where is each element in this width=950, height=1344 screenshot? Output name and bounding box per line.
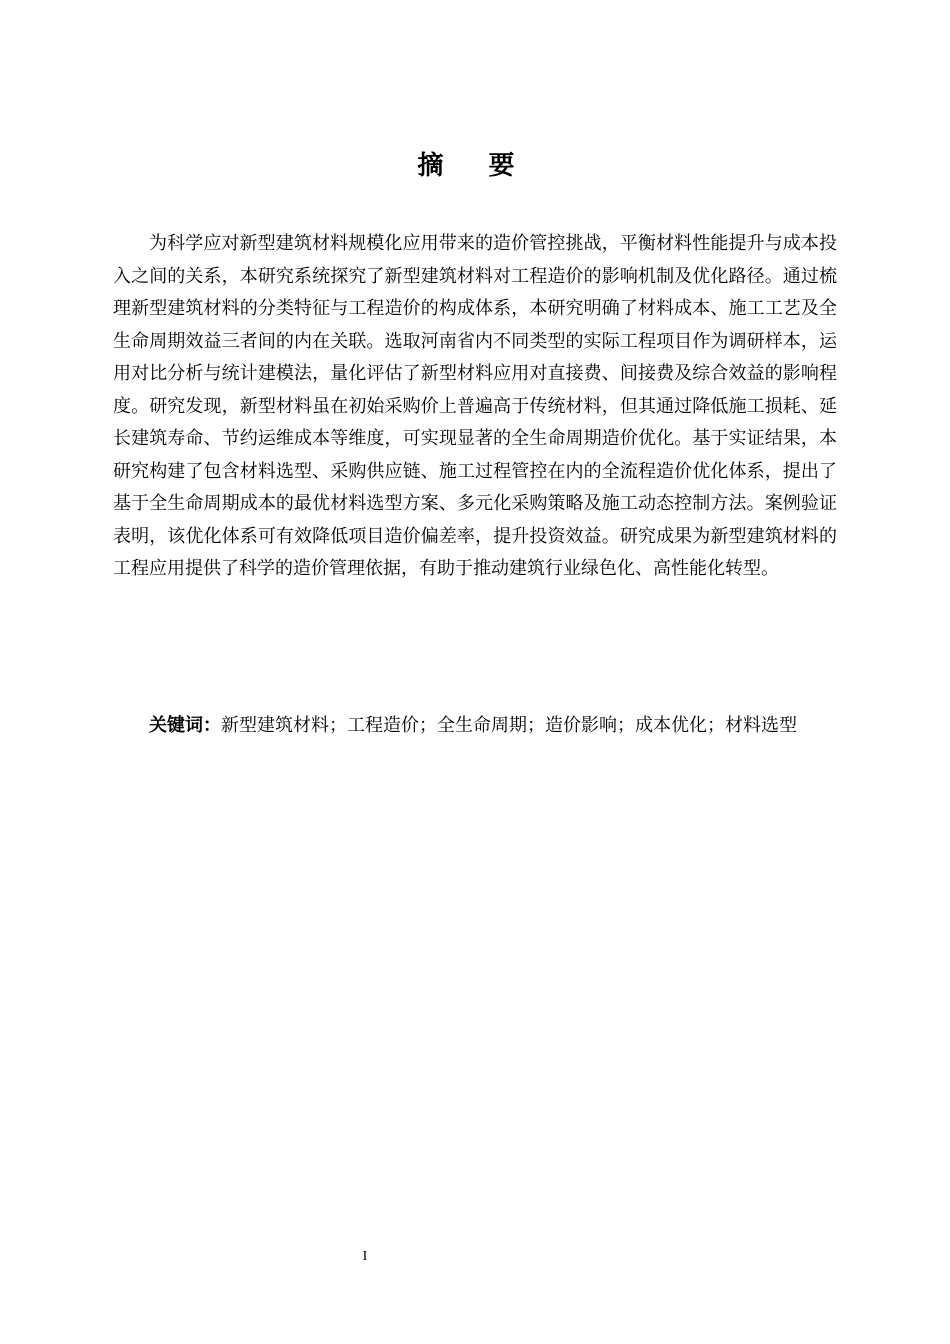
keywords-list: 新型建筑材料；工程造价；全生命周期；造价影响；成本优化；材料选型 [221, 715, 797, 736]
keywords-label: 关键词： [149, 715, 221, 736]
page-number: I [362, 1249, 368, 1264]
abstract-body: 为科学应对新型建筑材料规模化应用带来的造价管控挑战，平衡材料性能提升与成本投入之间的关系，本研究系统探究了新型建筑材料对工程造价的影响机制及优化路径。通过梳理新型建筑材料的分类特征与工程造价的构成体系，本研究明确了材料成本、施工工艺及全生命周期效益三者间的内在关联。选取河南省内不同类型的实际工程项目作为调研样本，运用对比分析与统计建模法，量化评估了新型材料应用对直接费、间接费及综合效益的影响程度。研究发现，新型材料虽在初始采购价上普遍高于传统材料，但其通过降低施工损耗、延长建筑寿命、节约运维成本等维度，可实现显著的全生命周期造价优化。基于实证结果，本研究构建了包含材料选型、采购供应链、施工过程管控在内的全流程造价优化体系，提出了基于全生命周期成本的最优材料选型方案、多元化采购策略及施工动态控制方法。案例验证表明，该优化体系可有效降低项目造价偏差率，提升投资效益。研究成果为新型建筑材料的工程应用提供了科学的造价管理依据，有助于推动建筑行业绿色化、高性能化转型。 [113, 233, 837, 579]
abstract-title: 摘 要 [417, 151, 533, 181]
keywords-paragraph [113, 710, 837, 743]
